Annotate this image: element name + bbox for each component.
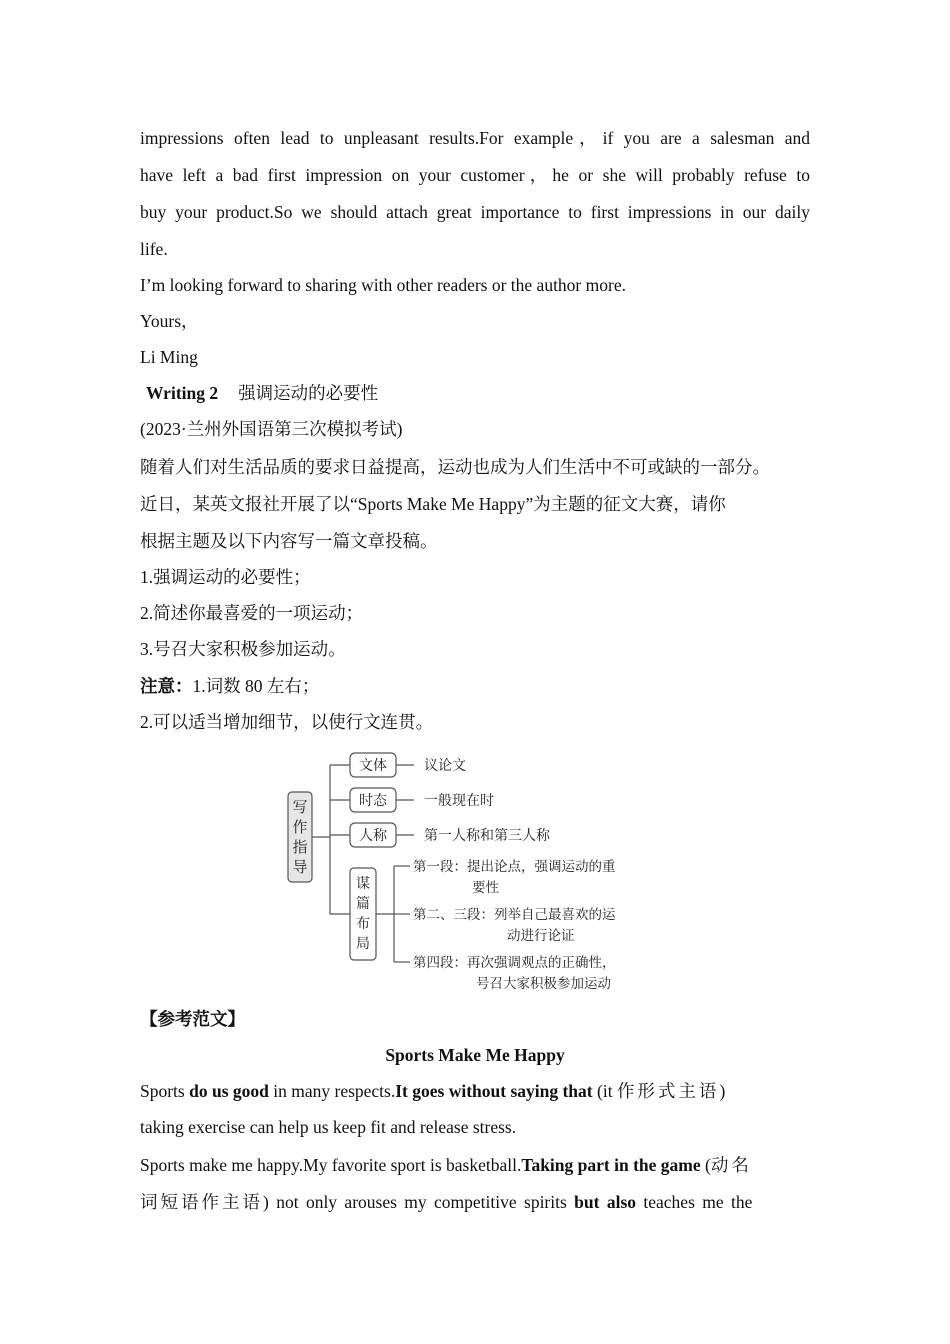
- section-heading-topic: 强调运动的必要性: [238, 383, 379, 403]
- sample-line: [140, 1073, 810, 1109]
- text-run: in many respects.: [268, 1081, 396, 1101]
- root-char: 作: [292, 818, 308, 836]
- paragraph-line: life.: [140, 239, 168, 259]
- layout-step: 动进行论证: [507, 928, 575, 944]
- section-heading: [146, 375, 378, 411]
- letter-signature: Li Ming: [140, 347, 198, 367]
- layout-char: 布: [356, 916, 370, 932]
- sample-label: 【参考范文】: [140, 1009, 245, 1029]
- grammar-note: 词短语作主语: [140, 1192, 263, 1212]
- layout-step: 第一段：提出论点，强调运动的重: [413, 859, 616, 875]
- sample-line: taking exercise can help us keep fit and release stress.: [140, 1117, 517, 1137]
- layout-char: 谋: [356, 876, 370, 892]
- writing-guide-diagram: [286, 748, 676, 998]
- paragraph-line: I’m looking forward to sharing with other readers or the author more.: [140, 275, 626, 295]
- prompt-line: 近日，某英文报社开展了以“Sports Make Me Happy”为主题的征文大赛，请你: [140, 494, 726, 514]
- bold-phrase: but also: [574, 1192, 637, 1212]
- style-label: 文体: [359, 758, 387, 774]
- text-run: Sports: [140, 1081, 190, 1101]
- tense-value: 一般现在时: [424, 793, 494, 809]
- root-char: 指: [292, 838, 308, 856]
- prompt-line: 根据主题及以下内容写一篇文章投稿。: [140, 531, 438, 551]
- grammar-note: 作形式主语: [616, 1081, 720, 1101]
- paragraph-line: have left a bad first impression on your customer，he or she will probably refuse to: [140, 165, 810, 185]
- prompt-line: 随着人们对生活品质的要求日益提高，运动也成为人们生活中不可或缺的一部分。: [140, 457, 770, 477]
- layout-step: 第二、三段：列举自己最喜欢的运: [413, 907, 616, 923]
- root-char: 导: [292, 858, 308, 876]
- root-char: 写: [292, 798, 308, 816]
- paragraph-line: buy your product.So we should attach great importance to first impressions in our daily: [140, 202, 810, 222]
- paragraph-line: impressions often lead to unpleasant results.For example，if you are a salesman and: [140, 128, 810, 148]
- sample-line: [140, 1147, 752, 1183]
- sample-line: [140, 1184, 810, 1220]
- layout-step: 要性: [472, 880, 499, 896]
- bold-phrase: Taking part in the game: [521, 1155, 701, 1175]
- person-label: 人称: [359, 828, 387, 844]
- style-value: 议论文: [424, 758, 466, 774]
- text-run: teaches me the: [636, 1192, 753, 1212]
- text-run: ): [719, 1081, 726, 1101]
- note-label: 注意：: [140, 676, 193, 696]
- note-item: 1.词数 80 左右；: [192, 676, 320, 696]
- letter-closing: Yours，: [140, 311, 199, 331]
- text-run: ) not only arouses my competitive spirits: [263, 1192, 575, 1212]
- note-item: 2.可以适当增加细节，以使行文连贯。: [140, 712, 434, 732]
- section-heading-label: Writing 2: [146, 383, 219, 403]
- bold-phrase: It goes without saying that: [395, 1081, 593, 1101]
- layout-char: 篇: [356, 896, 370, 912]
- tense-label: 时态: [359, 793, 387, 809]
- note-line: [140, 668, 319, 704]
- requirement-item: 3.号召大家积极参加运动。: [140, 639, 346, 659]
- layout-step: 号召大家积极参加运动: [476, 976, 611, 992]
- grammar-note: 动名: [710, 1155, 752, 1175]
- requirement-item: 2.简述你最喜爱的一项运动；: [140, 603, 364, 623]
- requirement-item: 1.强调运动的必要性；: [140, 567, 311, 587]
- layout-char: 局: [356, 936, 370, 952]
- text-run: Sports make me happy.My favorite sport is basketball.: [140, 1155, 522, 1175]
- source-note: (2023·兰州外国语第三次模拟考试): [140, 419, 403, 439]
- person-value: 第一人称和第三人称: [424, 828, 550, 844]
- text-run: (it: [592, 1081, 617, 1101]
- layout-step: 第四段：再次强调观点的正确性，: [413, 955, 616, 971]
- sample-title: Sports Make Me Happy: [385, 1045, 565, 1065]
- text-run: (: [700, 1155, 711, 1175]
- bold-phrase: do us good: [189, 1081, 269, 1101]
